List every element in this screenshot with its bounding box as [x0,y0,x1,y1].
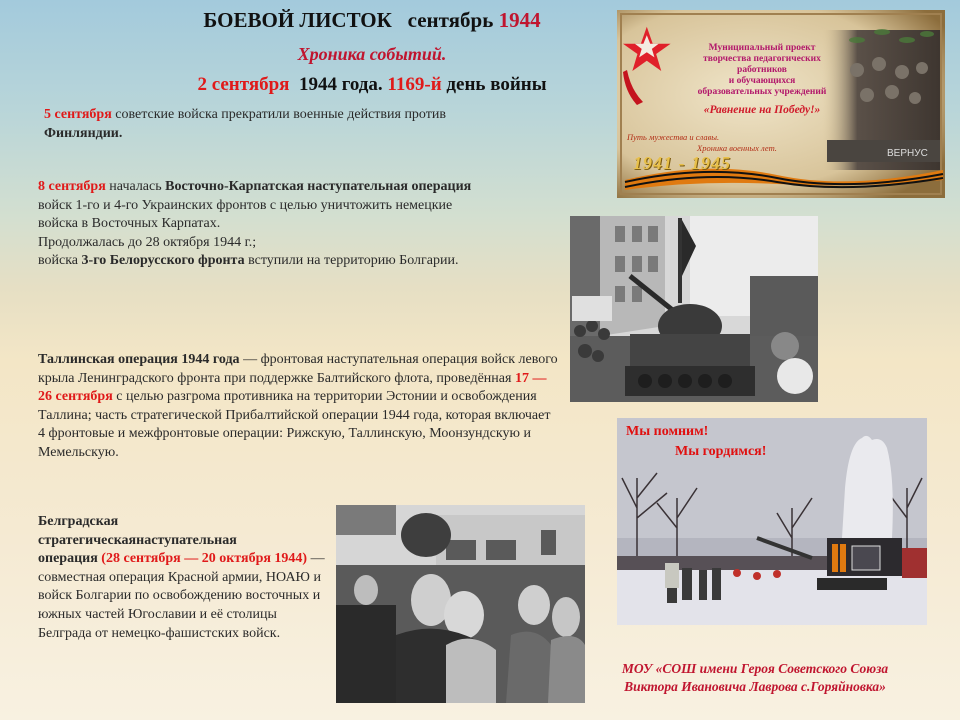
event-text: Продолжалась до 28 октября 1944 г.; [38,234,257,250]
event-dates: (28 сентября — 20 октября 1944) [101,551,308,567]
day-suffix: день войны [446,74,547,95]
day-date: 2 сентября [197,74,290,95]
event-text: вступили на территорию Болгарии. [248,253,459,269]
memorial-caption-remember: Мы помним! [626,424,709,439]
poster-slogan: «Равнение на Победу!» [703,104,821,116]
poster-line: творчества педагогических [703,54,821,64]
day-year: 1944 года. [298,74,383,95]
tank-parade-photo [570,216,818,402]
poster-path-text [627,132,777,154]
school-signature-line: МОУ «СОШ имени Героя Советского Союза [621,661,889,676]
day-number: 1169-й [387,74,442,95]
operation-name: Таллинская операция 1944 года [38,352,240,367]
front-name: 3-го Белорусского фронта [81,253,245,269]
poster-line: работников [737,65,787,75]
tank-photo-graphic [570,216,818,402]
poster-years: 1941 - 1945 [633,153,731,173]
project-poster-image [617,10,945,198]
event-text: войска [38,253,79,269]
poster-project-text [667,43,857,98]
operation-name: стратегическаянаступательная [38,532,237,548]
memorial-photo [617,418,927,625]
event-text: — фронтовая наступательная операция войск левого крыла Ленинградского фронта при поддержке Балтийского флота, проведённая [38,352,558,386]
event-date: 5 сентября [44,107,112,122]
event-text: с целью разгрома противника на территории Эстонии и освобождения Таллина; часть стратегической Прибалтийской операции 1944 года, которая включает 4 фронтовые и межфронтовые операции: Рижскую, Таллинскую, Моонзундскую и Мемельскую. [38,389,551,460]
event-tallinn [38,351,558,463]
operation-name: операция [38,551,98,567]
title-main: БОЕВОЙ ЛИСТОК [203,8,392,32]
school-signature-line: Виктора Ивановича Лаврова с.Горяйновка» [624,679,886,694]
event-carpathian [38,178,478,271]
operation-name: Белградская [38,514,119,529]
poster-path-line: Путь мужества и славы. [627,132,720,142]
event-text: войск 1-го и 4-го Украинских фронтов с целью уничтожить немецкие войска в Восточных Карпатах. [38,197,453,232]
poster-sign: ВЕРНУС [887,148,928,159]
poster-line: образовательных учреждений [697,87,827,97]
operation-name: Восточно-Карпатская наступательная операция [165,179,472,194]
title-month: сентябрь [407,8,494,32]
title-year: 1944 [498,8,541,32]
school-signature [590,660,920,696]
poster-line: и обучающихся [728,76,796,86]
belgrade-celebration-photo [336,505,585,703]
event-text: советские войска прекратили военные действия против [115,107,446,122]
event-verb: началась [109,179,162,194]
event-country: Финляндии. [44,125,123,141]
poster-line: Муниципальный проект [708,43,816,53]
chronicle-subtitle: Хроника событий. [297,44,447,64]
memorial-caption-proud: Мы гордимся! [675,444,767,459]
belgrade-photo-graphic [336,505,585,703]
event-text: — совместная операция Красной армии, НОАЮ и войск Болгарии по освобождению восточных и южных частей Югославии и её столицы Белграда от немецко-фашистских войск. [38,551,325,641]
memorial-photo-graphic [617,418,927,625]
event-belgrade [38,513,328,643]
event-dates: 17 — 26 сентября [38,370,547,405]
event-finland [44,106,524,143]
poster-path-line: Хроника военных лет. [697,143,777,153]
event-date: 8 сентября [38,179,106,194]
